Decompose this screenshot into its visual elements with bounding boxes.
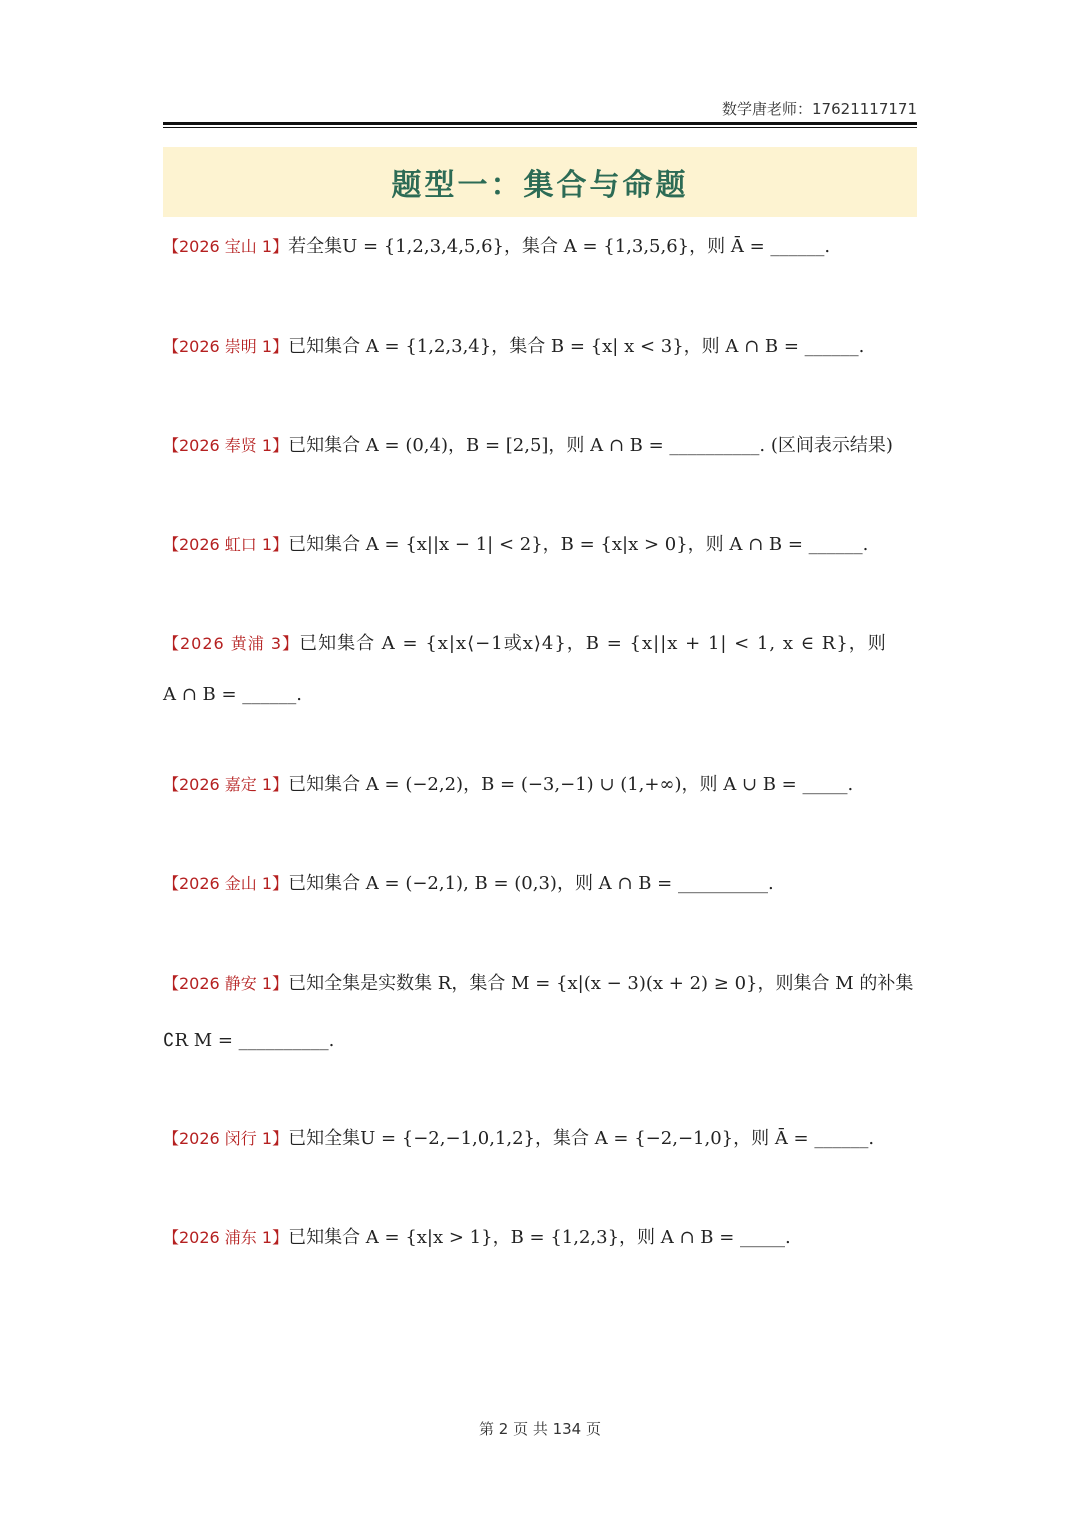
problem-source-tag: 【2026 奉贤 1】 (163, 436, 289, 455)
header-rule-thin (163, 127, 917, 128)
problem-text: 已知集合 A = {x||x − 1| < 2}，B = {x|x > 0}，则 A ∩ B = ______. (288, 534, 869, 555)
problem-continuation: A ∩ B = ______. (163, 684, 302, 705)
problem-text: 已知全集是实数集 R，集合 M = {x|(x − 3)(x + 2) ≥ 0}，则集合 M 的补集 (288, 973, 914, 994)
problem-item (163, 1128, 923, 1150)
problem-item (163, 973, 923, 995)
problem-source-tag: 【2026 崇明 1】 (163, 337, 289, 356)
problem-source-tag: 【2026 浦东 1】 (163, 1228, 289, 1247)
header-rule-thick (163, 122, 917, 125)
problem-source-tag: 【2026 虹口 1】 (163, 535, 289, 554)
problem-continuation: ∁R M = __________. (163, 1030, 335, 1051)
section-banner (163, 147, 917, 217)
problem-item (163, 336, 923, 358)
problem-source-tag: 【2026 黄浦 3】 (163, 634, 300, 653)
problem-text: 已知集合 A = (0,4)，B = [2,5]，则 A ∩ B = __________. (区间表示结果) (288, 435, 893, 456)
problem-item (163, 236, 923, 258)
header-contact: 数学唐老师：17621117171 (722, 100, 917, 118)
problem-text: 已知集合 A = {x|x⟨−1或x⟩4}，B = {x||x + 1| < 1, x ∈ R}，则 (299, 633, 887, 654)
problem-text: 已知全集U = {−2,−1,0,1,2}，集合 A = {−2,−1,0}，则 Ā = ______. (288, 1128, 875, 1149)
problem-item (163, 633, 923, 655)
problem-item (163, 774, 923, 796)
problem-item (163, 534, 923, 556)
problem-text: 已知集合 A = (−2,2)，B = (−3,−1) ∪ (1,+∞)，则 A ∪ B = _____. (288, 774, 854, 795)
problem-source-tag: 【2026 金山 1】 (163, 874, 289, 893)
problem-item (163, 1227, 923, 1249)
problem-source-tag: 【2026 静安 1】 (163, 974, 289, 993)
problem-source-tag: 【2026 嘉定 1】 (163, 775, 289, 794)
problem-source-tag: 【2026 宝山 1】 (163, 237, 289, 256)
problem-item (163, 435, 923, 457)
problem-text: 若全集U = {1,2,3,4,5,6}，集合 A = {1,3,5,6}，则 Ā = ______. (288, 236, 831, 257)
problem-text: 已知集合 A = {x|x > 1}，B = {1,2,3}，则 A ∩ B = _____. (288, 1227, 791, 1248)
problem-item (163, 873, 923, 895)
problem-text: 已知集合 A = {1,2,3,4}，集合 B = {x| x < 3}，则 A ∩ B = ______. (288, 336, 865, 357)
problem-text: 已知集合 A = (−2,1), B = (0,3)，则 A ∩ B = __________. (288, 873, 774, 894)
page-footer: 第 2 页 共 134 页 (478, 1420, 601, 1438)
section-title: 题型一：集合与命题 (391, 168, 689, 203)
problem-source-tag: 【2026 闵行 1】 (163, 1129, 289, 1148)
